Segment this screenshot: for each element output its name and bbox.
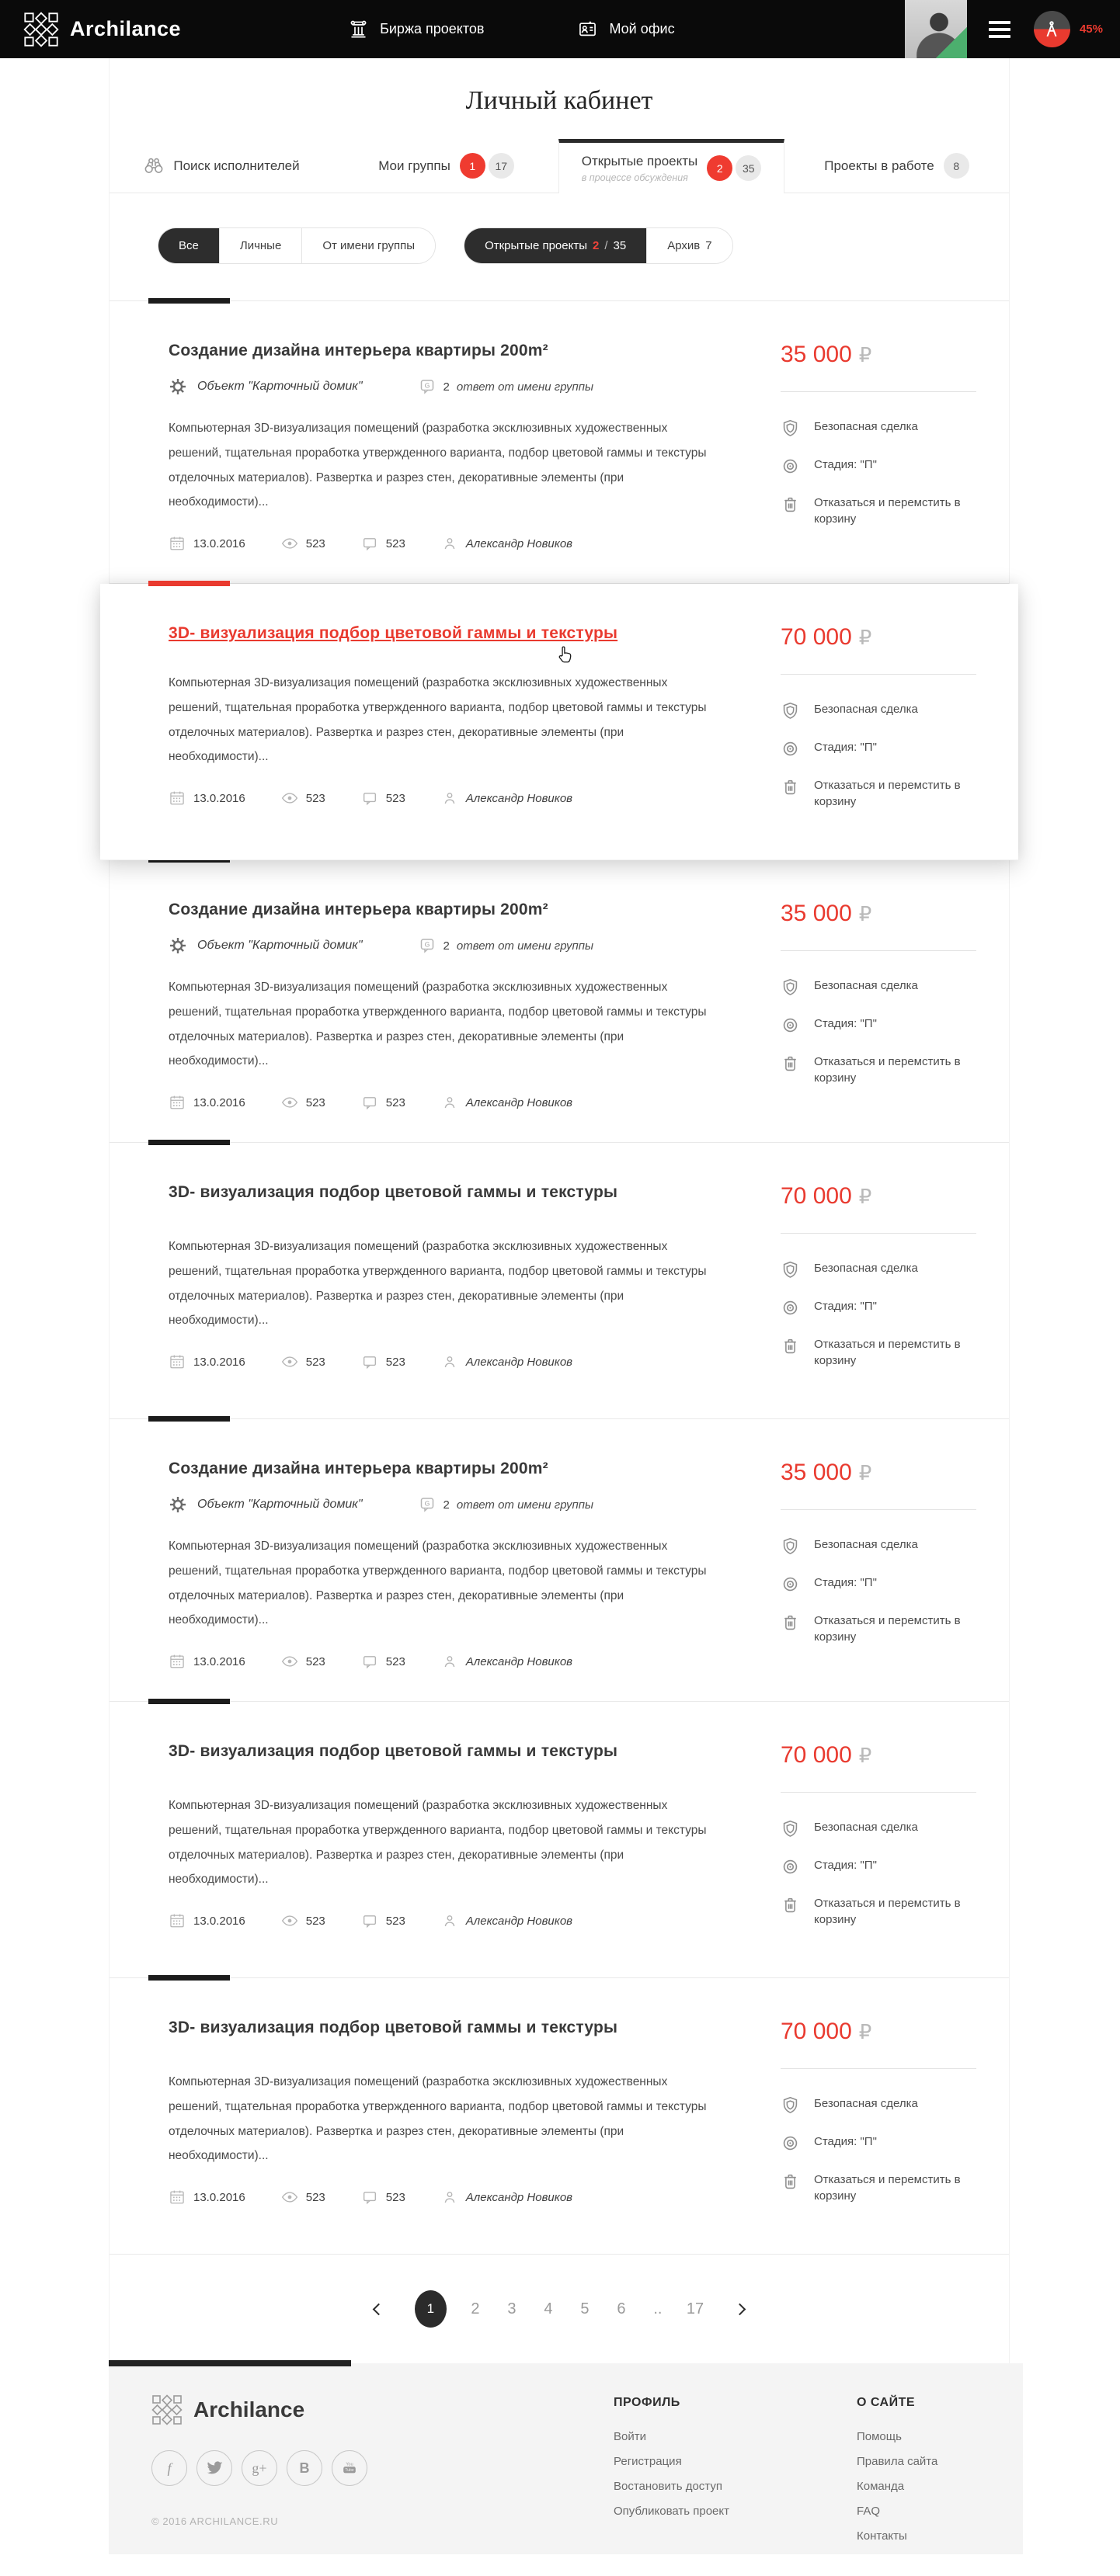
vk-icon[interactable]: B — [287, 2450, 322, 2486]
target-icon — [781, 1574, 800, 1594]
meta-comments: 523 — [361, 2189, 405, 2206]
group-replies — [418, 377, 594, 396]
shield-icon — [781, 701, 800, 720]
project-price — [781, 1742, 976, 1769]
person-icon — [441, 1094, 458, 1111]
pagination-prev[interactable] — [373, 2303, 385, 2315]
footer-links — [857, 2430, 937, 2543]
stage-row: Стадия: "П" — [781, 1015, 976, 1035]
facebook-icon[interactable]: f — [151, 2450, 187, 2486]
author-link[interactable]: Александр Новиков — [465, 1654, 573, 1668]
project-card — [110, 301, 1009, 584]
project-card — [110, 1419, 1009, 1702]
group-replies — [418, 1495, 594, 1514]
project-title-link[interactable]: 3D- визуализация подбор цветовой гаммы и текстуры — [169, 1183, 618, 1202]
tab-badge-total: 35 — [736, 155, 761, 181]
card-main — [169, 901, 728, 1111]
meta-comments: 523 — [361, 1353, 405, 1370]
project-card — [100, 584, 1018, 860]
tabs — [110, 139, 1009, 193]
tab-badge-total: 8 — [944, 153, 969, 179]
binoculars-icon — [144, 156, 164, 176]
profile-progress-badge[interactable] — [1034, 11, 1070, 47]
filter-open-projects[interactable]: Открытые проекты 2 / 35 — [464, 228, 646, 263]
twitter-icon[interactable] — [197, 2450, 232, 2486]
project-description: Компьютерная 3D-визуализация помещений (разработка эксклюзивных художественных решений, тщательная проработка утвержденного варианта, подбор цветовой гаммы и текстуры отделочных материалов). Развертка и разрез стен, декоративные элементы (при необходимости)... — [169, 2075, 707, 2163]
filter-all[interactable]: Все — [158, 228, 219, 263]
meta-author — [441, 1653, 572, 1670]
project-title-link[interactable]: 3D- визуализация подбор цветовой гаммы и текстуры — [169, 1742, 618, 1761]
safe-deal-row: Безопасная сделка — [781, 1260, 976, 1279]
comment-icon — [361, 1353, 378, 1370]
calendar-icon — [169, 1653, 186, 1670]
footer-links — [614, 2430, 729, 2518]
price-value: 35 000 — [781, 1460, 852, 1486]
tab-badge-new: 2 — [707, 155, 732, 181]
target-icon — [781, 739, 800, 759]
currency-symbol: ₽ — [858, 1462, 872, 1486]
tab-label: Открытые проекты — [581, 153, 698, 168]
group-reply-icon — [418, 377, 437, 396]
card-meta-row — [169, 535, 728, 552]
project-card — [110, 1143, 1009, 1419]
card-main — [169, 342, 728, 552]
footer-link[interactable]: Помощь — [857, 2430, 902, 2444]
meta-author — [441, 1094, 572, 1111]
eye-icon — [281, 1353, 298, 1370]
target-icon — [781, 1857, 800, 1876]
aside-divider — [781, 1509, 976, 1510]
stage-row: Стадия: "П" — [781, 1574, 976, 1594]
card-main — [169, 1460, 728, 1670]
svg-text:G: G — [424, 1499, 430, 1508]
meta-comments: 523 — [361, 1653, 405, 1670]
tab-my-groups[interactable] — [334, 139, 558, 193]
eye-icon — [281, 1653, 298, 1670]
shield-icon — [781, 1260, 800, 1279]
card-aside — [781, 2019, 976, 2223]
replies-count: 2 — [443, 380, 450, 394]
filter-personal[interactable]: Личные — [219, 228, 301, 263]
svg-text:G: G — [424, 381, 430, 390]
footer-link[interactable]: FAQ — [857, 2505, 881, 2519]
card-main — [169, 624, 728, 828]
top-nav — [348, 19, 675, 40]
brand-logo[interactable] — [23, 12, 181, 47]
comment-icon — [361, 790, 378, 807]
tab-badge-total: 17 — [489, 153, 514, 179]
card-meta-row — [169, 1094, 728, 1111]
eye-icon — [281, 535, 298, 552]
open-total: 35 — [613, 239, 627, 252]
meta-author — [441, 1912, 572, 1929]
tab-label: Проекты в работе — [824, 158, 934, 173]
currency-symbol: ₽ — [858, 627, 872, 651]
meta-views: 523 — [281, 1912, 325, 1929]
aside-divider — [781, 1233, 976, 1234]
aside-divider — [781, 2068, 976, 2069]
price-value: 70 000 — [781, 2019, 852, 2045]
aside-divider — [781, 674, 976, 675]
calendar-icon — [169, 2189, 186, 2206]
trash-icon — [781, 1895, 800, 1915]
card-aside — [781, 624, 976, 828]
pagination-page[interactable]: 6 — [617, 2300, 626, 2317]
footer-column-profile — [614, 2396, 729, 2529]
project-price — [781, 1460, 976, 1486]
person-icon — [441, 1353, 458, 1370]
safe-deal-row: Безопасная сделка — [781, 2095, 976, 2115]
youtube-icon[interactable] — [332, 2450, 367, 2486]
meta-views: 523 — [281, 535, 325, 552]
replies-label: ответ от имени группы — [456, 1498, 594, 1512]
card-meta-row — [169, 2189, 728, 2206]
meta-comments: 523 — [361, 1094, 405, 1111]
nav-label: Биржа проектов — [380, 21, 485, 36]
card-meta-row — [169, 1353, 728, 1370]
author-link[interactable]: Александр Новиков — [465, 1914, 573, 1928]
meta-views: 523 — [281, 1653, 325, 1670]
tab-label: Мои группы — [378, 158, 450, 173]
archilance-logo-icon — [151, 2394, 183, 2425]
meta-author — [441, 535, 572, 552]
decline-move-to-trash-button[interactable]: Отказаться и перемстить в корзину — [781, 1613, 976, 1645]
decline-move-to-trash-button[interactable]: Отказаться и перемстить в корзину — [781, 2172, 976, 2204]
trash-icon — [781, 777, 800, 797]
footer-column-title: ПРОФИЛЬ — [614, 2396, 680, 2410]
person-icon — [441, 2189, 458, 2206]
open-count: 2 — [592, 239, 600, 252]
replies-label: ответ от имени группы — [456, 939, 594, 953]
profile-progress-percent: 45% — [1079, 23, 1103, 36]
meta-comments: 523 — [361, 535, 405, 552]
calendar-icon — [169, 1912, 186, 1929]
eye-icon — [281, 2189, 298, 2206]
shield-icon — [781, 2095, 800, 2115]
card-object-row — [169, 936, 728, 955]
tab-sublabel: в процессе обсуждения — [581, 172, 688, 183]
currency-symbol: ₽ — [858, 2021, 872, 2045]
project-description: Компьютерная 3D-визуализация помещений (разработка эксклюзивных художественных решений, тщательная проработка утвержденного варианта, подбор цветовой гаммы и текстуры отделочных материалов). Развертка и разрез стен, декоративные элементы (при необходимости)... — [169, 1240, 707, 1328]
pagination-pages — [415, 2290, 704, 2328]
footer-link[interactable]: Регистрация — [614, 2455, 682, 2469]
gear-icon — [169, 936, 187, 955]
card-aside — [781, 1183, 976, 1387]
filter-archive[interactable]: Архив 7 — [646, 228, 732, 263]
person-icon — [441, 1653, 458, 1670]
comment-icon — [361, 1653, 378, 1670]
filter-group-status — [464, 227, 733, 264]
author-link[interactable]: Александр Новиков — [465, 1355, 573, 1369]
person-icon — [441, 790, 458, 807]
app-header — [0, 0, 1120, 58]
card-aside — [781, 342, 976, 552]
decline-move-to-trash-button[interactable]: Отказаться и перемстить в корзину — [781, 495, 976, 527]
pagination — [110, 2255, 1009, 2363]
meta-date: 13.0.2016 — [169, 790, 245, 807]
trash-icon — [781, 2172, 800, 2191]
stage-row: Стадия: "П" — [781, 1298, 976, 1318]
pagination-page[interactable]: 3 — [507, 2300, 517, 2317]
pagination-page[interactable]: .. — [653, 2300, 663, 2317]
footer-link[interactable]: Контакты — [857, 2529, 907, 2543]
tab-badge-new: 1 — [460, 153, 485, 179]
nav-item-office[interactable] — [577, 19, 674, 40]
calendar-icon — [169, 1353, 186, 1370]
archilance-logo-icon — [23, 12, 59, 47]
trash-icon — [781, 495, 800, 514]
comment-icon — [361, 2189, 378, 2206]
tab-open-projects[interactable] — [558, 139, 784, 193]
price-value: 70 000 — [781, 624, 852, 651]
target-icon — [781, 2133, 800, 2153]
meta-date: 13.0.2016 — [169, 1653, 245, 1670]
project-price — [781, 2019, 976, 2045]
header-right — [905, 0, 1120, 58]
eye-icon — [281, 790, 298, 807]
pagination-page[interactable]: 2 — [471, 2300, 480, 2317]
card-meta-row — [169, 1653, 728, 1670]
project-price — [781, 342, 976, 368]
nav-item-exchange[interactable] — [348, 19, 484, 40]
project-description: Компьютерная 3D-визуализация помещений (разработка эксклюзивных художественных решений, тщательная проработка утвержденного варианта, подбор цветовой гаммы и текстуры отделочных материалов). Развертка и разрез стен, декоративные элементы (при необходимости)... — [169, 981, 707, 1068]
card-meta-row — [169, 1912, 728, 1929]
column-icon — [348, 19, 369, 40]
project-title-link[interactable]: 3D- визуализация подбор цветовой гаммы и текстуры — [169, 2019, 618, 2037]
comment-icon — [361, 1912, 378, 1929]
decline-move-to-trash-button[interactable]: Отказаться и перемстить в корзину — [781, 1336, 976, 1369]
avatar[interactable] — [905, 0, 967, 58]
shield-icon — [781, 977, 800, 997]
calendar-icon — [169, 1094, 186, 1111]
googleplus-icon[interactable]: g+ — [242, 2450, 277, 2486]
meta-views: 523 — [281, 790, 325, 807]
main-content — [109, 58, 1010, 2363]
author-link[interactable]: Александр Новиков — [465, 536, 573, 550]
footer-column-about — [857, 2396, 937, 2554]
eye-icon — [281, 1912, 298, 1929]
tab-projects-in-progress[interactable] — [784, 139, 1009, 193]
card-aside — [781, 901, 976, 1111]
filter-on-behalf-of-group[interactable]: От имени группы — [301, 228, 435, 263]
svg-text:G: G — [424, 940, 430, 949]
card-meta-row — [169, 790, 728, 807]
project-description: Компьютерная 3D-визуализация помещений (разработка эксклюзивных художественных решений, тщательная проработка утвержденного варианта, подбор цветовой гаммы и текстуры отделочных материалов). Развертка и разрез стен, декоративные элементы (при необходимости)... — [169, 1799, 707, 1887]
meta-author — [441, 2189, 572, 2206]
safe-deal-row: Безопасная сделка — [781, 701, 976, 720]
pagination-page[interactable]: 1 — [415, 2290, 447, 2328]
author-link[interactable]: Александр Новиков — [465, 1095, 573, 1109]
stage-row: Стадия: "П" — [781, 1857, 976, 1876]
meta-views: 523 — [281, 1094, 325, 1111]
project-price — [781, 1183, 976, 1210]
target-icon — [781, 1015, 800, 1035]
filters — [110, 193, 1009, 300]
card-main — [169, 2019, 728, 2223]
cursor-pointer-icon — [555, 644, 575, 665]
target-icon — [781, 1298, 800, 1318]
aside-divider — [781, 950, 976, 951]
replies-count: 2 — [443, 939, 450, 953]
project-title-link[interactable]: Создание дизайна интерьера квартиры 200m² — [169, 901, 548, 919]
author-link[interactable]: Александр Новиков — [465, 2190, 573, 2204]
stage-row: Стадия: "П" — [781, 2133, 976, 2153]
project-description: Компьютерная 3D-визуализация помещений (разработка эксклюзивных художественных решений, тщательная проработка утвержденного варианта, подбор цветовой гаммы и текстуры отделочных материалов). Развертка и разрез стен, декоративные элементы (при необходимости)... — [169, 1540, 707, 1627]
gear-icon — [169, 1495, 187, 1514]
meta-date: 13.0.2016 — [169, 535, 245, 552]
meta-date: 13.0.2016 — [169, 1094, 245, 1111]
safe-deal-row: Безопасная сделка — [781, 418, 976, 438]
object-label: Объект "Карточный домик" — [197, 939, 363, 953]
footer-brand-name: Archilance — [193, 2397, 305, 2422]
group-replies — [418, 936, 594, 955]
decline-move-to-trash-button[interactable]: Отказаться и перемстить в корзину — [781, 777, 976, 810]
currency-symbol: ₽ — [858, 903, 872, 927]
shield-icon — [781, 1536, 800, 1556]
tab-label: Поиск исполнителей — [173, 158, 300, 173]
person-icon — [441, 535, 458, 552]
comment-icon — [361, 535, 378, 552]
card-list — [110, 300, 1009, 2255]
meta-comments: 523 — [361, 1912, 405, 1929]
safe-deal-row: Безопасная сделка — [781, 1536, 976, 1556]
aside-divider — [781, 391, 976, 392]
tab-search-performers[interactable] — [110, 139, 334, 193]
svg-text:Tube: Tube — [345, 2468, 354, 2474]
trash-icon — [781, 1613, 800, 1632]
meta-views: 523 — [281, 1353, 325, 1370]
project-title-link[interactable]: Создание дизайна интерьера квартиры 200m² — [169, 1460, 548, 1478]
calendar-icon — [169, 535, 186, 552]
meta-views: 523 — [281, 2189, 325, 2206]
card-main — [169, 1742, 728, 1946]
footer-link[interactable]: Востановить доступ — [614, 2480, 722, 2494]
gear-icon — [169, 377, 187, 396]
target-icon — [781, 457, 800, 476]
project-description: Компьютерная 3D-визуализация помещений (разработка эксклюзивных художественных решений, тщательная проработка утвержденного варианта, подбор цветовой гаммы и текстуры отделочных материалов). Развертка и разрез стен, декоративные элементы (при необходимости)... — [169, 676, 707, 764]
project-card — [110, 1978, 1009, 2255]
currency-symbol: ₽ — [858, 1186, 872, 1210]
shield-icon — [781, 418, 800, 438]
object-label: Объект "Карточный домик" — [197, 380, 363, 393]
calendar-icon — [169, 790, 186, 807]
project-title-link[interactable]: 3D- визуализация подбор цветовой гаммы и текстуры — [169, 624, 618, 643]
card-aside — [781, 1460, 976, 1670]
object-label: Объект "Карточный домик" — [197, 1498, 363, 1512]
price-value: 35 000 — [781, 901, 852, 927]
project-card — [110, 1702, 1009, 1978]
author-link[interactable]: Александр Новиков — [465, 791, 573, 805]
aside-divider — [781, 1792, 976, 1793]
footer-link[interactable]: Войти — [614, 2430, 646, 2444]
project-title-link[interactable]: Создание дизайна интерьера квартиры 200m² — [169, 342, 548, 359]
price-value: 70 000 — [781, 1742, 852, 1769]
nav-label: Мой офис — [609, 21, 675, 36]
card-object-row — [169, 377, 728, 396]
price-value: 70 000 — [781, 1183, 852, 1210]
pagination-page[interactable]: 4 — [544, 2300, 553, 2317]
project-card — [110, 860, 1009, 1143]
footer-link[interactable]: Правила сайта — [857, 2455, 938, 2469]
stage-row: Стадия: "П" — [781, 739, 976, 759]
idcard-icon — [577, 19, 598, 40]
decline-move-to-trash-button[interactable]: Отказаться и перемстить в корзину — [781, 1895, 976, 1928]
footer-column-title: О САЙТЕ — [857, 2396, 916, 2410]
comment-icon — [361, 1094, 378, 1111]
replies-count: 2 — [443, 1498, 450, 1512]
brand-name: Archilance — [70, 17, 182, 40]
project-description: Компьютерная 3D-визуализация помещений (разработка эксклюзивных художественных решений, тщательная проработка утвержденного варианта, подбор цветовой гаммы и текстуры отделочных материалов). Развертка и разрез стен, декоративные элементы (при необходимости)... — [169, 422, 707, 509]
trash-icon — [781, 1054, 800, 1073]
stage-row: Стадия: "П" — [781, 457, 976, 476]
eye-icon — [281, 1094, 298, 1111]
currency-symbol: ₽ — [858, 344, 872, 367]
bottom-space — [0, 2554, 1120, 2576]
card-aside — [781, 1742, 976, 1946]
footer-link[interactable]: Опубликовать проект — [614, 2505, 729, 2519]
pagination-page[interactable]: 5 — [580, 2300, 590, 2317]
group-reply-icon — [418, 936, 437, 955]
filter-group-ownership — [158, 227, 436, 264]
safe-deal-row: Безопасная сделка — [781, 1819, 976, 1838]
card-main — [169, 1183, 728, 1387]
safe-deal-row: Безопасная сделка — [781, 977, 976, 997]
shield-icon — [781, 1819, 800, 1838]
svg-text:You: You — [346, 2462, 353, 2467]
meta-author — [441, 790, 572, 807]
meta-date: 13.0.2016 — [169, 2189, 245, 2206]
group-reply-icon — [418, 1495, 437, 1514]
meta-author — [441, 1353, 572, 1370]
project-price — [781, 901, 976, 927]
page-title: Личный кабинет — [465, 86, 653, 115]
trash-icon — [781, 1336, 800, 1356]
card-object-row — [169, 1495, 728, 1514]
replies-label: ответ от имени группы — [456, 380, 594, 394]
project-price — [781, 624, 976, 651]
price-value: 35 000 — [781, 342, 852, 367]
meta-date: 13.0.2016 — [169, 1353, 245, 1370]
compass-icon — [1042, 19, 1062, 40]
meta-date: 13.0.2016 — [169, 1912, 245, 1929]
meta-comments: 523 — [361, 790, 405, 807]
archive-count: 7 — [705, 239, 712, 252]
menu-icon[interactable] — [989, 21, 1010, 38]
footer-link[interactable]: Команда — [857, 2480, 905, 2494]
pagination-page[interactable]: 17 — [686, 2300, 704, 2317]
site-footer — [109, 2363, 1023, 2554]
pagination-next[interactable] — [734, 2303, 746, 2315]
copyright: © 2016 ARCHILANCE.RU — [151, 2515, 279, 2528]
currency-symbol: ₽ — [858, 1745, 872, 1769]
person-icon — [441, 1912, 458, 1929]
decline-move-to-trash-button[interactable]: Отказаться и перемстить в корзину — [781, 1054, 976, 1086]
